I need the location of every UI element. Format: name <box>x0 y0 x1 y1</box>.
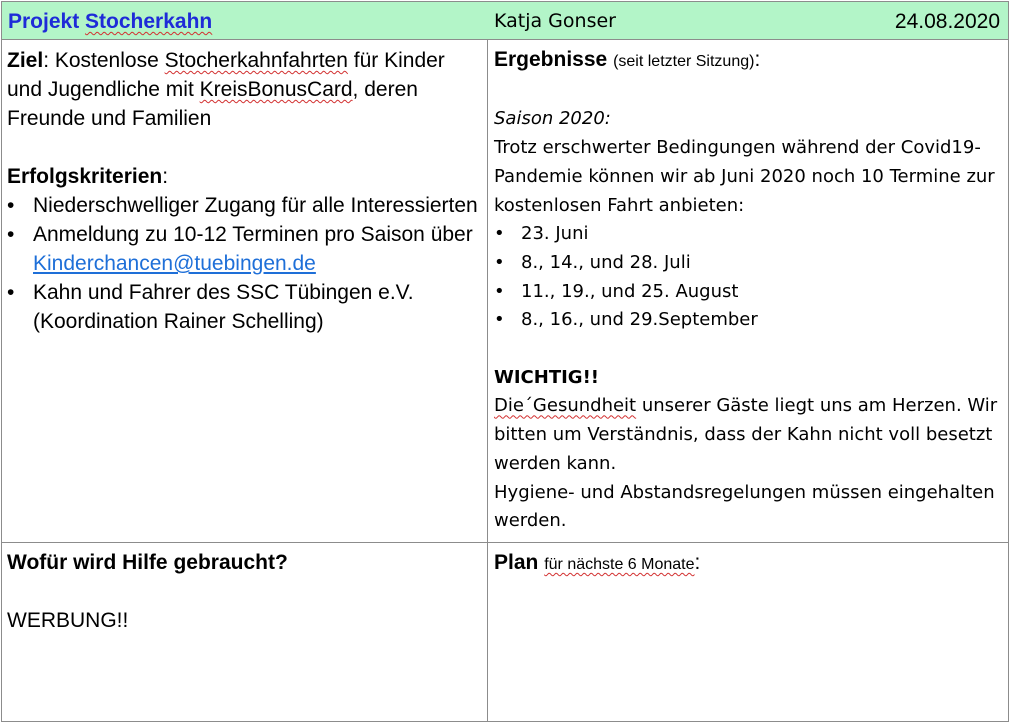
project-title: Projekt Stocherkahn <box>8 10 213 33</box>
dates-list <box>494 220 1006 335</box>
important-label: WICHTIG!! <box>494 366 599 388</box>
list-item: • Anmeldung zu 10-12 Terminen pro Saison über Kinderchancen@tuebingen.de <box>7 220 483 278</box>
list-item: • 8., 14., und 28. Juli <box>494 249 1006 278</box>
results-intro: Trotz erschwerter Bedingungen während der Covid19-Pandemie können wir ab Juni 2020 noch 10 Termine zur kostenlosen Fahrt anbieten: <box>494 137 995 216</box>
header-bar <box>1 1 1009 40</box>
results-cell <box>494 46 1006 536</box>
criteria-list <box>7 191 483 336</box>
goal-paragraph: Ziel: Kostenlose Stocherkahnfahrten für Kinder und Jugendliche mit KreisBonusCard, deren Freunde und Familien <box>7 49 445 130</box>
list-item: • 11., 19., und 25. August <box>494 278 1006 307</box>
email-link[interactable]: Kinderchancen@tuebingen.de <box>33 252 316 275</box>
list-item: • Kahn und Fahrer des SSC Tübingen e.V. (Koordination Rainer Schelling) <box>7 278 483 336</box>
plan-cell <box>494 548 1006 579</box>
hygiene-text: Hygiene- und Abstandsregelungen müssen eingehalten werden. <box>494 481 995 532</box>
goal-cell <box>7 46 483 336</box>
plan-heading: Plan für nächste 6 Monate: <box>494 551 701 574</box>
important-text: Die´Gesundheit unserer Gäste liegt uns am Herzen. Wir bitten um Verständnis, dass der Kahn nicht voll besetzt werden kann. <box>494 395 998 474</box>
criteria-heading: Erfolgskriterien: <box>7 165 169 188</box>
help-heading: Wofür wird Hilfe gebraucht? <box>7 551 288 574</box>
list-item: • Niederschwelliger Zugang für alle Interessierten <box>7 191 483 220</box>
season-label: Saison 2020: <box>494 108 611 130</box>
row-divider <box>1 542 1009 543</box>
person-name: Katja Gonser <box>494 10 616 32</box>
help-cell <box>7 548 483 635</box>
results-heading: Ergebnisse (seit letzter Sitzung): <box>494 48 761 71</box>
list-item: • 23. Juni <box>494 220 1006 249</box>
meeting-date: 24.08.2020 <box>894 10 1000 33</box>
help-text: WERBUNG!! <box>7 609 129 632</box>
column-divider <box>487 39 488 722</box>
list-item: • 8., 16., und 29.September <box>494 306 1006 335</box>
